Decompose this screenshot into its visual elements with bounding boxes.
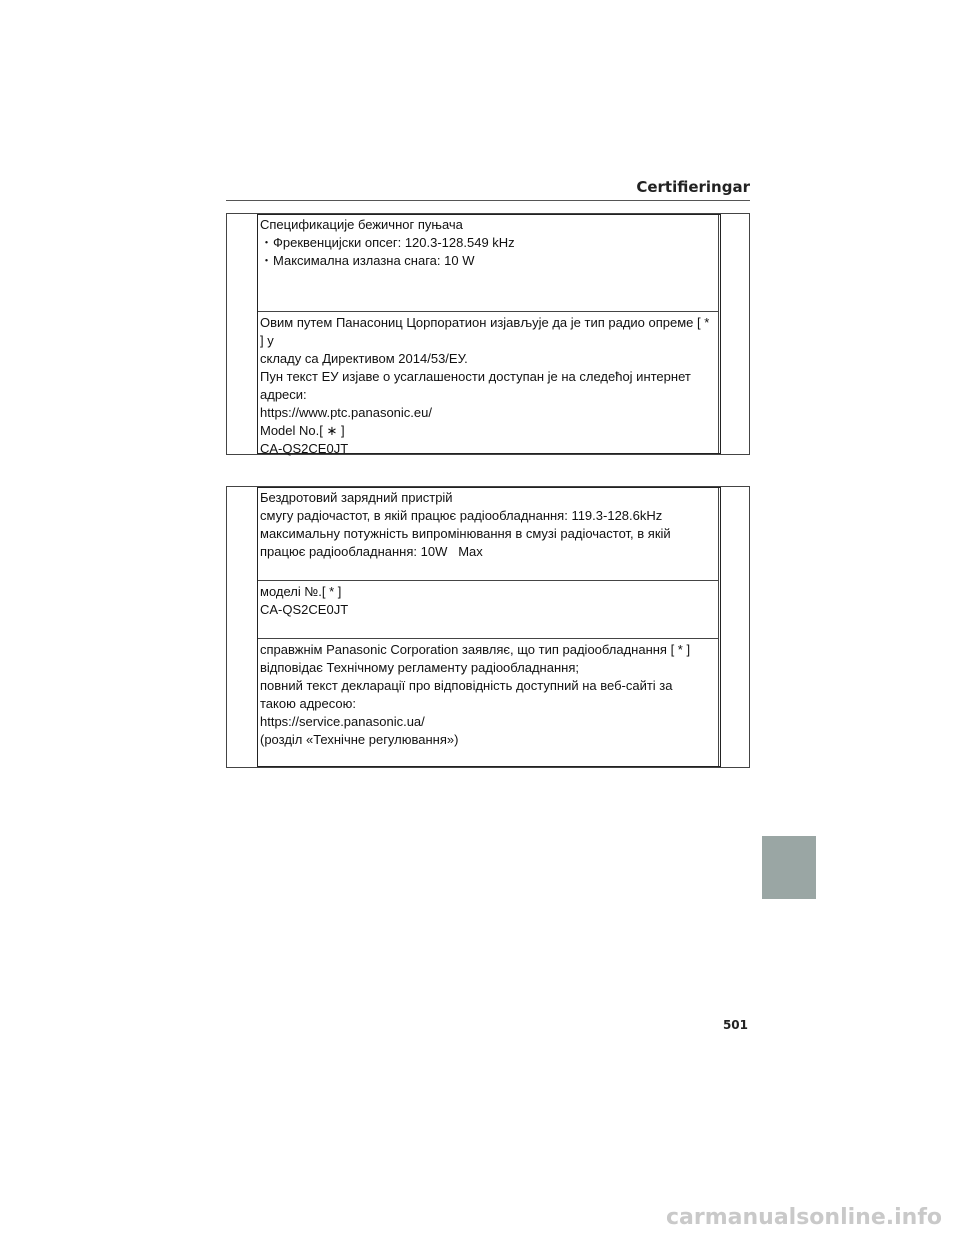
wireless-charger-spec-cell <box>257 487 719 580</box>
model-number-value: CA-QS2CE0JT <box>260 602 349 617</box>
table-right-margin <box>718 214 749 454</box>
model-number-value: CA-QS2CE0JT <box>260 441 349 456</box>
chapter-tab <box>762 836 816 899</box>
serbian-certification-table <box>226 213 750 455</box>
model-number-label: моделі №.[ * ] <box>260 584 342 599</box>
spec-line: ・Максимална излазна снага: 10 W <box>260 253 475 268</box>
declaration-line: адреси: <box>260 387 307 402</box>
page-number: 501 <box>722 1018 748 1032</box>
spec-line: Бездротовий зарядний пристрій <box>260 490 453 505</box>
section-title: Certifieringar <box>636 178 750 196</box>
declaration-line: справжнім Panasonic Corporation заявляє, що тип радіообладнання [ * ] <box>260 642 691 657</box>
wireless-charger-spec-cell <box>257 214 719 311</box>
declaration-line: повний текст декларації про відповідність доступний на веб-сайті за <box>260 678 673 693</box>
spec-line: максимальну потужність випромінювання в смузі радіочастот, в якій <box>260 526 671 541</box>
table-right-margin <box>718 487 749 767</box>
table-left-margin <box>227 214 258 454</box>
declaration-line: такою адресою: <box>260 696 356 711</box>
declaration-line: відповідає Технічному регламенту радіообладнання; <box>260 660 579 675</box>
declaration-url: https://www.ptc.panasonic.eu/ <box>260 405 432 420</box>
declaration-cell <box>257 638 719 769</box>
spec-line: працює радіообладнання: 10W Max <box>260 544 483 559</box>
model-cell <box>257 580 719 638</box>
ukrainian-certification-table <box>226 486 750 768</box>
declaration-line: (розділ «Технічне регулювання») <box>260 732 459 747</box>
header-divider <box>226 200 750 201</box>
declaration-cell <box>257 311 719 456</box>
spec-line: ・Фреквенцијски опсег: 120.3-128.549 kHz <box>260 235 515 250</box>
declaration-line: Пун текст ЕУ изјаве о усаглашености доступан је на следећој интернет <box>260 369 691 384</box>
table-left-margin <box>227 487 258 767</box>
spec-line: смугу радіочастот, в якій працює радіообладнання: 119.3-128.6kHz <box>260 508 663 523</box>
declaration-url: https://service.panasonic.ua/ <box>260 714 425 729</box>
declaration-line: Овим путем Панасониц Цорпоратион изјављује да је тип радио опреме [ * ] у <box>260 315 713 348</box>
watermark: carmanualsonline.info <box>666 1205 942 1230</box>
declaration-line: складу са Директивом 2014/53/ЕУ. <box>260 351 468 366</box>
spec-line: Спецификације бежичног пуњача <box>260 217 463 232</box>
model-number-label: Model No.[ ∗ ] <box>260 423 345 438</box>
